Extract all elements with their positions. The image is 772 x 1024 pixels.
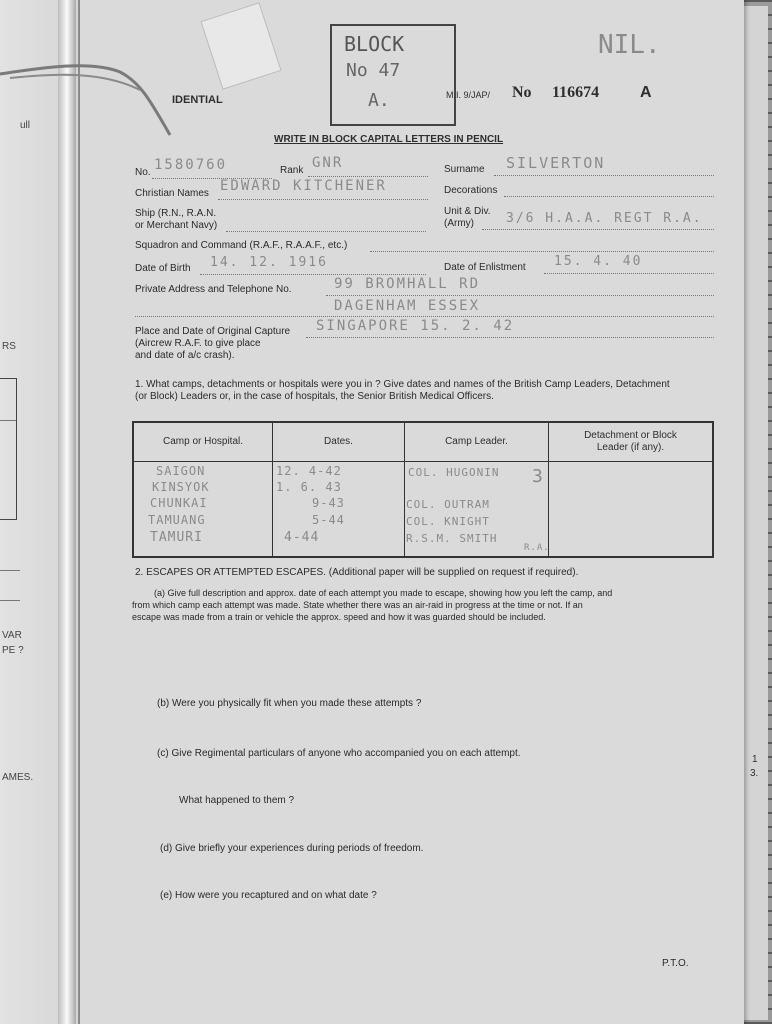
ship-label-2: or Merchant Navy) [135, 220, 218, 231]
edge-mark: 3. [750, 768, 759, 779]
tying-string [0, 60, 180, 150]
rank-line [308, 176, 428, 177]
question-2-title: 2. ESCAPES OR ATTEMPTED ESCAPES. (Additional paper will be supplied on request if required). [135, 567, 579, 578]
address-line-2 [135, 316, 714, 317]
capture-line [306, 337, 714, 338]
header-camp: Camp or Hospital. [134, 423, 273, 461]
squadron-line [370, 251, 714, 252]
camp-cell: SAIGON [156, 464, 206, 478]
rank-label: Rank [280, 165, 304, 176]
capture-value: SINGAPORE 15. 2. 42 [316, 318, 515, 334]
pto-label: P.T.O. [662, 958, 689, 969]
leader-cell: R.S.M. SMITH [406, 532, 498, 545]
camp-cell: CHUNKAI [150, 496, 208, 510]
unit-label: Unit & Div. [444, 206, 491, 217]
dob-label: Date of Birth [135, 263, 191, 274]
stamp-line-1: BLOCK [344, 32, 405, 56]
header-leader: Camp Leader. [405, 423, 549, 461]
no-label: No. [135, 167, 151, 178]
header-rule [134, 461, 712, 462]
enlistment-line [544, 273, 714, 274]
christian-names-value: EDWARD KITCHENER [220, 178, 387, 194]
squadron-label: Squadron and Command (R.A.F., R.A.A.F., etc.) [135, 240, 348, 251]
rank-value: GNR [312, 155, 344, 171]
ship-label: Ship (R.N., R.A.N. [135, 208, 217, 219]
leader-cell: COL. OUTRAM [406, 498, 490, 511]
date-cell: 4-44 [284, 530, 320, 545]
stamp-line-2: No 47 [346, 60, 401, 81]
col-divider [272, 461, 273, 556]
camp-cell: TAMURI [150, 530, 203, 545]
form-number: 116674 [552, 84, 600, 101]
address-line-1 [326, 295, 714, 296]
ship-line [226, 231, 426, 232]
leader-cell: COL. HUGONIN [408, 466, 500, 479]
question-2a-line-2: from which camp each attempt was made. State whether there was an air-raid in progress at the time or not. If an [132, 600, 583, 610]
capture-label-3: and date of a/c crash). [135, 350, 235, 361]
left-fragment-4: PE ? [2, 645, 24, 656]
question-2d: (d) Give briefly your experiences during periods of freedom. [160, 843, 424, 854]
handwritten-note: NIL. [598, 30, 661, 60]
address-value-1: 99 BROMHALL RD [334, 276, 481, 292]
classification-label: IDENTIAL [172, 94, 223, 106]
surname-label: Surname [444, 164, 485, 175]
left-fragment-3: VAR [2, 630, 22, 641]
date-cell: 1. 6. 43 [276, 480, 342, 494]
decorations-label: Decorations [444, 185, 498, 196]
col-divider [404, 461, 405, 556]
col-divider [548, 461, 549, 556]
folded-corner [200, 2, 281, 90]
camp-table [132, 421, 714, 558]
pencil-instruction: WRITE IN BLOCK CAPITAL LETTERS IN PENCIL [274, 134, 504, 145]
form-reference: M.I. 9/JAP/ [446, 90, 491, 100]
address-value-2: DAGENHAM ESSEX [334, 298, 481, 314]
date-cell: 9-43 [312, 496, 345, 510]
binding-spine [58, 0, 76, 1024]
date-cell: 5-44 [312, 513, 345, 527]
address-label: Private Address and Telephone No. [135, 284, 292, 295]
block-stamp [330, 24, 456, 126]
question-2a-line-1: (a) Give full description and approx. date of each attempt you made to escape, showing how you left the camp, and [154, 588, 613, 598]
christian-names-label: Christian Names [135, 188, 209, 199]
leader-annotation: 3 [532, 466, 544, 487]
left-fragment-2: RS [2, 341, 16, 352]
left-box [0, 378, 17, 520]
unit-line [482, 229, 714, 230]
date-cell: 12. 4-42 [276, 464, 342, 478]
unit-label-2: (Army) [444, 218, 474, 229]
header-detachment: Detachment or Block Leader (if any). [584, 430, 677, 453]
leader-cell: COL. KNIGHT [406, 515, 490, 528]
left-rule [0, 420, 16, 421]
no-value: 1580760 [154, 157, 228, 173]
left-fragment-1: ull [20, 120, 31, 131]
leader-annotation: R.A. [524, 543, 550, 553]
unit-value: 3/6 H.A.A. REGT R.A. [506, 211, 703, 226]
question-1-line-2: (or Block) Leaders or, in the case of hospitals, the Senior British Medical Officers. [135, 391, 494, 402]
christian-names-line [218, 199, 428, 200]
edge-mark: 1 [752, 754, 758, 765]
dob-line [200, 274, 426, 275]
header-dates: Dates. [273, 423, 405, 461]
camp-cell: KINSYOK [152, 480, 210, 494]
number-prefix: No [512, 84, 532, 101]
left-fragment-5: AMES. [2, 772, 34, 783]
question-2c-sub: What happened to them ? [179, 795, 295, 806]
question-2a-line-3: escape was made from a train or vehicle the approx. speed and how it was guarded should be included. [132, 612, 546, 622]
decorations-line [504, 196, 714, 197]
left-rule [0, 600, 20, 601]
dob-value: 14. 12. 1916 [210, 255, 328, 270]
form-suffix: A [640, 84, 652, 101]
left-rule [0, 570, 20, 571]
question-2c: (c) Give Regimental particulars of anyone who accompanied you on each attempt. [157, 748, 521, 759]
question-2b: (b) Were you physically fit when you made these attempts ? [157, 698, 422, 709]
enlistment-label: Date of Enlistment [444, 262, 526, 273]
capture-label: Place and Date of Original Capture [135, 326, 291, 337]
question-2e: (e) How were you recaptured and on what date ? [160, 890, 377, 901]
surname-line [494, 175, 714, 176]
surname-value: SILVERTON [506, 154, 606, 172]
question-1-line-1: 1. What camps, detachments or hospitals were you in ? Give dates and names of the British Camp Leaders, Detachment [135, 379, 670, 390]
stamp-line-3: A. [368, 90, 390, 111]
enlistment-value: 15. 4. 40 [554, 254, 643, 269]
capture-label-2: (Aircrew R.A.F. to give place [135, 338, 261, 349]
camp-cell: TAMUANG [148, 513, 206, 527]
